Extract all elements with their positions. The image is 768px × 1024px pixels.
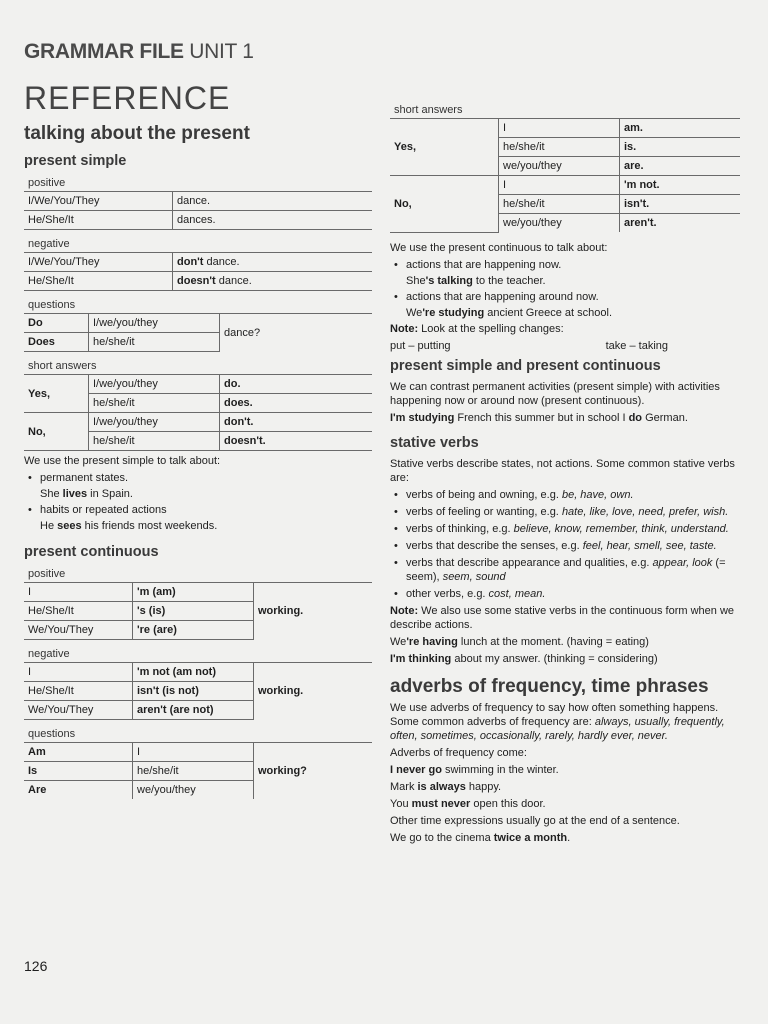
right-column bbox=[390, 104, 740, 848]
table-cell: dance. bbox=[173, 192, 373, 211]
list-item bbox=[390, 522, 740, 536]
table-cell: 's (is) bbox=[133, 602, 254, 621]
list-item bbox=[390, 505, 740, 519]
ex-bold: 're having bbox=[406, 635, 458, 648]
ex-bold: 're studying bbox=[422, 306, 485, 319]
item-text: verbs of being and owning, e.g. bbox=[406, 488, 562, 501]
item-italic: hate, like, love, need, prefer, wish. bbox=[561, 505, 729, 518]
ex-text: happy. bbox=[465, 780, 502, 793]
table-cell: Yes, bbox=[24, 375, 89, 413]
ex-bold: sees bbox=[57, 520, 82, 532]
table-cell: we/you/they bbox=[499, 157, 620, 176]
table-cell: He/She/It bbox=[24, 602, 133, 621]
table-cell: Is bbox=[24, 762, 133, 781]
table-cell: I bbox=[24, 663, 133, 682]
table-cell: we/you/they bbox=[133, 781, 254, 800]
table-cell: we/you/they bbox=[499, 214, 620, 233]
ex-text: Mark bbox=[390, 780, 418, 793]
adverbs-come: Adverbs of frequency come: bbox=[390, 746, 527, 759]
page-number: 126 bbox=[24, 958, 48, 974]
table-cell: dance? bbox=[220, 314, 373, 352]
adverbs-other: Other time expressions usually go at the end of a sentence. bbox=[390, 814, 680, 827]
table-cell: He/She/It bbox=[24, 211, 173, 230]
ex-text: to the teacher. bbox=[472, 274, 546, 287]
list-item: • actions that are happening around now. bbox=[390, 290, 740, 304]
table-cell: does. bbox=[220, 394, 373, 413]
ex-text: You bbox=[390, 797, 412, 810]
table-cell: Do bbox=[24, 314, 89, 333]
table-cell: working. bbox=[254, 583, 373, 640]
table-cell: I bbox=[24, 583, 133, 602]
grammar-file-header bbox=[24, 40, 372, 64]
table-cell: he/she/it bbox=[499, 195, 620, 214]
pc-questions-label: questions bbox=[28, 728, 76, 740]
pc-positive-label: positive bbox=[28, 568, 66, 580]
table-cell: he/she/it bbox=[89, 394, 220, 413]
ex-text: his friends most weekends. bbox=[81, 520, 218, 532]
table-cell: aren't (are not) bbox=[133, 701, 254, 720]
table-cell: working. bbox=[254, 663, 373, 720]
table-row bbox=[24, 743, 372, 762]
spelling-example: take – taking bbox=[605, 339, 668, 352]
table-cell: I/We/You/They bbox=[24, 192, 173, 211]
ex-bold: twice a month bbox=[493, 831, 568, 844]
adverbs-example bbox=[390, 797, 740, 811]
ex-bold: I'm thinking bbox=[390, 652, 452, 665]
table-cell: We/You/They bbox=[24, 701, 133, 720]
table-cell: he/she/it bbox=[89, 333, 220, 352]
pc-use-list bbox=[390, 258, 740, 272]
ps-questions-label: questions bbox=[28, 299, 76, 311]
ps-use-list bbox=[24, 471, 372, 485]
adverbs-example bbox=[390, 763, 740, 777]
ex-bold: do bbox=[628, 411, 643, 424]
section-title: talking about the present bbox=[24, 123, 250, 144]
table-cell: he/she/it bbox=[499, 138, 620, 157]
ex-bold: lives bbox=[62, 488, 88, 500]
header-unit: UNIT 1 bbox=[189, 40, 254, 63]
ex-bold: must never bbox=[411, 797, 471, 810]
note-label: Note: bbox=[390, 604, 419, 617]
present-continuous-title: present continuous bbox=[24, 544, 159, 560]
pc-positive-table bbox=[24, 582, 372, 640]
table-cell: No, bbox=[390, 176, 499, 233]
note-text: We also use some stative verbs in the continuous form when we describe actions. bbox=[390, 604, 735, 631]
example-sentence bbox=[40, 520, 372, 532]
list-item: • habits or repeated actions bbox=[24, 503, 372, 517]
ps-questions-table bbox=[24, 313, 372, 352]
contrast-example bbox=[390, 411, 740, 425]
ex-text: French this summer but in school I bbox=[454, 411, 629, 424]
ex-text: She bbox=[406, 274, 426, 287]
ps-short-answers-label: short answers bbox=[28, 360, 97, 372]
list-item bbox=[390, 556, 740, 584]
table-cell: dances. bbox=[173, 211, 373, 230]
contrast-title: present simple and present continuous bbox=[390, 357, 661, 374]
item-text: verbs that describe the senses, e.g. bbox=[406, 539, 583, 552]
ex-text: We bbox=[390, 635, 407, 648]
pc-negative-table bbox=[24, 662, 372, 720]
aux-bold: don't bbox=[177, 256, 204, 268]
list-item bbox=[390, 488, 740, 502]
table-cell: No, bbox=[24, 413, 89, 451]
intro-italic: always, usually, frequently, often, sometimes, occasionally, rarely, hardly ever, never. bbox=[390, 715, 725, 742]
ex-bold: I never go bbox=[390, 763, 442, 776]
table-cell: He/She/It bbox=[24, 682, 133, 701]
pc-use-intro: We use the present continuous to talk about: bbox=[390, 241, 608, 254]
table-cell: Are bbox=[28, 784, 47, 796]
table-cell: I bbox=[133, 743, 254, 762]
spelling-note bbox=[390, 322, 740, 336]
item-text: verbs of feeling or wanting, e.g. bbox=[406, 505, 562, 518]
item-italic: appear, look bbox=[652, 556, 713, 569]
ps-use-list-2 bbox=[24, 503, 372, 517]
table-cell: I/we/you/they bbox=[89, 375, 220, 394]
table-cell bbox=[173, 272, 373, 291]
contrast-text: We can contrast permanent activities (present simple) with activities happening now or around now (present continuous). bbox=[390, 380, 720, 407]
item-text: other verbs, e.g. bbox=[406, 587, 489, 600]
item-text: verbs of thinking, e.g. bbox=[406, 522, 514, 535]
adverbs-example bbox=[390, 780, 740, 794]
table-row bbox=[24, 663, 372, 682]
pc-use-list-2 bbox=[390, 290, 740, 304]
table-row bbox=[24, 314, 372, 333]
table-cell: We/You/They bbox=[24, 621, 133, 640]
table-cell: do. bbox=[220, 375, 373, 394]
item-italic: cost, mean. bbox=[488, 587, 546, 600]
verb-text: dance. bbox=[203, 256, 240, 268]
left-column bbox=[24, 40, 372, 799]
adverbs-title: adverbs of frequency, time phrases bbox=[390, 675, 709, 697]
table-row bbox=[24, 583, 372, 602]
ex-text: He bbox=[40, 520, 58, 532]
present-simple-title: present simple bbox=[24, 153, 127, 169]
stative-title: stative verbs bbox=[390, 434, 479, 451]
ex-bold: I'm studying bbox=[390, 411, 455, 424]
stative-example bbox=[390, 652, 740, 666]
table-cell: He/She/It bbox=[24, 272, 173, 291]
list-item bbox=[390, 539, 740, 553]
table-cell: aren't. bbox=[620, 214, 741, 233]
table-row bbox=[24, 253, 372, 272]
example-sentence bbox=[40, 488, 372, 500]
reference-title: REFERENCE bbox=[24, 80, 231, 116]
ex-text: We bbox=[406, 306, 423, 319]
stative-list bbox=[390, 488, 740, 601]
table-row bbox=[24, 272, 372, 291]
item-italic: believe, know, remember, think, understand. bbox=[513, 522, 729, 535]
ex-text: German. bbox=[642, 411, 688, 424]
note-label: Note: bbox=[390, 322, 419, 335]
pc-negative-label: negative bbox=[28, 648, 70, 660]
ps-negative-table bbox=[24, 252, 372, 291]
table-cell: Yes, bbox=[390, 119, 499, 176]
ex-bold: is always bbox=[417, 780, 466, 793]
list-item bbox=[390, 587, 740, 601]
table-cell: 'm (am) bbox=[133, 583, 254, 602]
header-file: GRAMMAR FILE bbox=[24, 40, 184, 63]
adverbs-intro bbox=[390, 701, 740, 743]
ex-bold: 's talking bbox=[425, 274, 473, 287]
ex-text: about my answer. (thinking = considering) bbox=[451, 652, 658, 665]
pc-short-answers-table bbox=[390, 118, 740, 233]
aux-bold: doesn't bbox=[177, 275, 216, 287]
ex-text: in Spain. bbox=[87, 488, 133, 500]
table-cell: working? bbox=[254, 743, 373, 800]
table-cell: am. bbox=[620, 119, 741, 138]
ex-text: lunch at the moment. (having = eating) bbox=[457, 635, 649, 648]
stative-intro: Stative verbs describe states, not actions. Some common stative verbs are: bbox=[390, 457, 735, 484]
table-row bbox=[24, 413, 372, 432]
item-italic: feel, hear, smell, see, taste. bbox=[582, 539, 717, 552]
ps-positive-table bbox=[24, 191, 372, 230]
ps-positive-label: positive bbox=[28, 177, 66, 189]
table-cell: I/We/You/They bbox=[24, 253, 173, 272]
ex-text: open this door. bbox=[470, 797, 546, 810]
item-italic: be, have, own. bbox=[561, 488, 634, 501]
ex-text: swimming in the winter. bbox=[441, 763, 559, 776]
ex-text: We go to the cinema bbox=[390, 831, 494, 844]
ex-text: She bbox=[40, 488, 63, 500]
table-cell: are. bbox=[620, 157, 741, 176]
ex-text: . bbox=[567, 831, 571, 844]
table-cell: I/we/you/they bbox=[89, 314, 220, 333]
item-text: verbs that describe appearance and qualities, e.g. bbox=[406, 556, 653, 569]
example-sentence bbox=[406, 275, 740, 287]
list-item: • permanent states. bbox=[24, 471, 372, 485]
table-row bbox=[390, 119, 740, 138]
table-cell: I bbox=[499, 176, 620, 195]
list-item: • actions that are happening now. bbox=[390, 258, 740, 272]
table-cell bbox=[173, 253, 373, 272]
stative-note bbox=[390, 604, 740, 632]
table-cell: don't. bbox=[220, 413, 373, 432]
note-text: Look at the spelling changes: bbox=[418, 322, 564, 335]
pc-questions-table bbox=[24, 742, 372, 799]
table-cell: isn't (is not) bbox=[133, 682, 254, 701]
table-cell: Does bbox=[24, 333, 89, 352]
table-cell: isn't. bbox=[620, 195, 741, 214]
ps-short-answers-table bbox=[24, 374, 372, 451]
table-cell: 're (are) bbox=[133, 621, 254, 640]
spelling-example: put – putting bbox=[390, 339, 451, 352]
table-row bbox=[24, 192, 372, 211]
table-cell: Am bbox=[24, 743, 133, 762]
item-italic: seem, sound bbox=[442, 570, 506, 583]
table-cell: 'm not (am not) bbox=[133, 663, 254, 682]
ex-text: ancient Greece at school. bbox=[484, 306, 613, 319]
example-sentence bbox=[406, 307, 740, 319]
table-cell: is. bbox=[620, 138, 741, 157]
table-cell: 'm not. bbox=[620, 176, 741, 195]
stative-example bbox=[390, 635, 740, 649]
adverbs-example bbox=[390, 831, 740, 845]
spelling-examples bbox=[390, 340, 740, 352]
intro-text: We use adverbs of frequency to say how often something happens. Some common adverbs of frequency are: bbox=[390, 701, 719, 728]
table-cell: he/she/it bbox=[133, 762, 254, 781]
item-text: (= seem), bbox=[406, 556, 726, 583]
table-cell: he/she/it bbox=[89, 432, 220, 451]
verb-text: dance. bbox=[215, 275, 252, 287]
table-row bbox=[390, 176, 740, 195]
ps-use-intro: We use the present simple to talk about: bbox=[24, 455, 221, 467]
table-row bbox=[24, 375, 372, 394]
table-cell: I bbox=[499, 119, 620, 138]
table-cell: doesn't. bbox=[220, 432, 373, 451]
pc-short-answers-label: short answers bbox=[394, 104, 463, 116]
table-cell: I/we/you/they bbox=[89, 413, 220, 432]
table-row bbox=[24, 211, 372, 230]
ps-negative-label: negative bbox=[28, 238, 70, 250]
